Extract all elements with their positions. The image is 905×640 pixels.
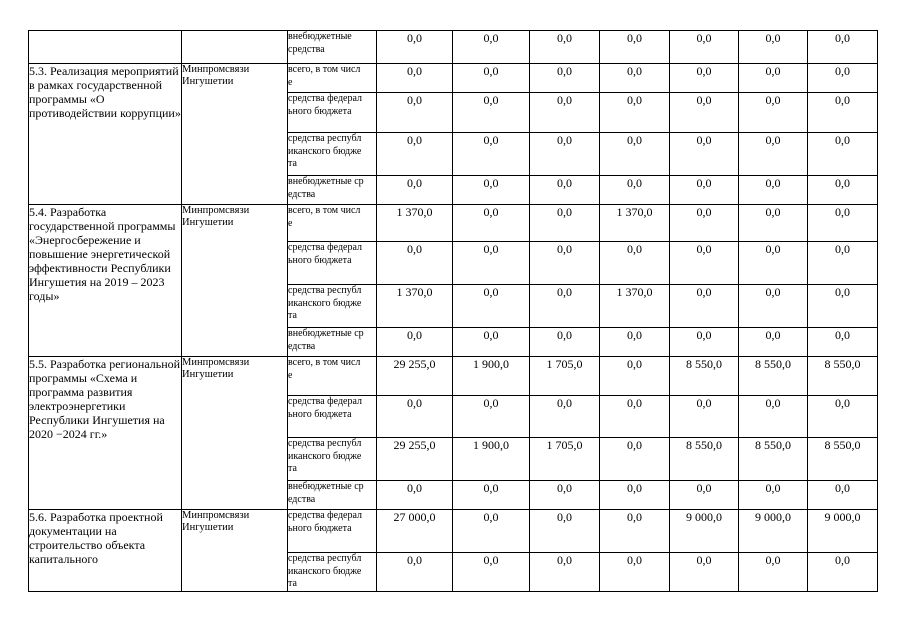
executor-cell: Минпромсвязи Ингушетии [182, 510, 288, 592]
funding-source-cell: всего, в том числе [288, 205, 377, 242]
value-cell: 29 255,0 [377, 357, 453, 396]
value-cell: 0,0 [670, 31, 739, 64]
value-cell: 0,0 [453, 396, 530, 438]
value-cell: 0,0 [453, 510, 530, 553]
value-cell: 0,0 [600, 64, 670, 93]
funding-source-cell: всего, в том числе [288, 64, 377, 93]
value-cell: 0,0 [808, 205, 878, 242]
value-cell: 0,0 [808, 481, 878, 510]
value-cell: 1 370,0 [377, 205, 453, 242]
value-cell: 0,0 [739, 133, 808, 176]
measure-name-cell: 5.4. Разработка государственной программы «Энергосбережение и повышение энергетической эффективности Республики Ингушетия на 2019 – 2023 годы» [29, 205, 182, 357]
value-cell: 0,0 [670, 93, 739, 133]
value-cell: 0,0 [453, 64, 530, 93]
value-cell: 0,0 [670, 396, 739, 438]
value-cell: 0,0 [739, 205, 808, 242]
value-cell: 0,0 [377, 553, 453, 592]
budget-table [28, 30, 878, 592]
value-cell: 8 550,0 [808, 357, 878, 396]
value-cell: 8 550,0 [670, 357, 739, 396]
value-cell: 0,0 [600, 510, 670, 553]
value-cell: 1 370,0 [377, 285, 453, 328]
value-cell: 0,0 [530, 242, 600, 285]
value-cell: 0,0 [739, 176, 808, 205]
executor-cell: Минпромсвязи Ингушетии [182, 357, 288, 510]
value-cell: 0,0 [600, 553, 670, 592]
funding-source-cell: средства республиканского бюджета [288, 438, 377, 481]
value-cell: 0,0 [377, 64, 453, 93]
value-cell: 0,0 [670, 553, 739, 592]
value-cell: 0,0 [600, 438, 670, 481]
value-cell: 0,0 [530, 93, 600, 133]
value-cell: 0,0 [453, 133, 530, 176]
table-row [29, 205, 878, 242]
value-cell: 8 550,0 [670, 438, 739, 481]
funding-source-cell: средства федерального бюджета [288, 510, 377, 553]
value-cell: 0,0 [739, 93, 808, 133]
value-cell: 9 000,0 [670, 510, 739, 553]
value-cell: 1 705,0 [530, 357, 600, 396]
value-cell: 0,0 [377, 242, 453, 285]
funding-source-cell: внебюджетные средства [288, 481, 377, 510]
value-cell: 0,0 [670, 481, 739, 510]
value-cell: 8 550,0 [808, 438, 878, 481]
executor-cell: Минпромсвязи Ингушетии [182, 64, 288, 205]
value-cell: 0,0 [739, 553, 808, 592]
value-cell: 27 000,0 [377, 510, 453, 553]
value-cell: 0,0 [808, 242, 878, 285]
value-cell: 1 900,0 [453, 357, 530, 396]
value-cell: 0,0 [670, 242, 739, 285]
value-cell: 0,0 [453, 205, 530, 242]
value-cell: 0,0 [600, 357, 670, 396]
table-row [29, 357, 878, 396]
funding-source-cell: средства республиканского бюджета [288, 285, 377, 328]
value-cell: 9 000,0 [808, 510, 878, 553]
value-cell: 0,0 [600, 328, 670, 357]
funding-source-cell: внебюджетные средства [288, 328, 377, 357]
value-cell: 8 550,0 [739, 438, 808, 481]
value-cell: 0,0 [808, 176, 878, 205]
value-cell: 0,0 [600, 31, 670, 64]
value-cell: 0,0 [377, 396, 453, 438]
value-cell: 0,0 [739, 64, 808, 93]
value-cell: 0,0 [530, 481, 600, 510]
funding-source-cell: средства федерального бюджета [288, 242, 377, 285]
value-cell: 0,0 [453, 93, 530, 133]
value-cell: 0,0 [739, 31, 808, 64]
value-cell: 0,0 [453, 242, 530, 285]
measures-body [29, 64, 878, 592]
value-cell: 1 900,0 [453, 438, 530, 481]
value-cell: 0,0 [530, 285, 600, 328]
value-cell: 0,0 [530, 176, 600, 205]
value-cell: 0,0 [670, 205, 739, 242]
value-cell: 0,0 [530, 553, 600, 592]
value-cell: 0,0 [808, 285, 878, 328]
funding-source-cell: внебюджетные средства [288, 31, 377, 64]
value-cell: 0,0 [739, 328, 808, 357]
value-cell: 0,0 [808, 396, 878, 438]
table-row [29, 31, 878, 64]
value-cell: 0,0 [739, 481, 808, 510]
value-cell: 0,0 [530, 133, 600, 176]
value-cell: 0,0 [600, 242, 670, 285]
value-cell: 0,0 [600, 396, 670, 438]
value-cell: 0,0 [670, 64, 739, 93]
value-cell: 0,0 [808, 328, 878, 357]
value-cell: 0,0 [530, 328, 600, 357]
measure-name-cell: 5.6. Разработка проектной документации на строительство объекта капитального [29, 510, 182, 592]
value-cell: 0,0 [377, 93, 453, 133]
value-cell: 0,0 [530, 396, 600, 438]
value-cell: 0,0 [600, 133, 670, 176]
value-cell: 0,0 [530, 31, 600, 64]
value-cell: 29 255,0 [377, 438, 453, 481]
value-cell: 0,0 [530, 510, 600, 553]
value-cell: 0,0 [377, 328, 453, 357]
value-cell: 0,0 [670, 285, 739, 328]
value-cell: 9 000,0 [739, 510, 808, 553]
funding-source-cell: средства республиканского бюджета [288, 133, 377, 176]
table-row [29, 510, 878, 553]
value-cell: 0,0 [808, 553, 878, 592]
value-cell: 1 705,0 [530, 438, 600, 481]
value-cell: 0,0 [453, 31, 530, 64]
value-cell: 0,0 [600, 481, 670, 510]
value-cell: 0,0 [453, 553, 530, 592]
value-cell: 0,0 [739, 396, 808, 438]
value-cell: 0,0 [670, 328, 739, 357]
value-cell: 0,0 [530, 64, 600, 93]
value-cell: 0,0 [453, 481, 530, 510]
value-cell: 1 370,0 [600, 285, 670, 328]
empty-cell [29, 31, 182, 64]
value-cell: 0,0 [453, 285, 530, 328]
funding-source-cell: средства федерального бюджета [288, 93, 377, 133]
measure-name-cell: 5.3. Реализация мероприятий в рамках государственной программы «О противодействии коррупции» [29, 64, 182, 205]
funding-source-cell: внебюджетные средства [288, 176, 377, 205]
value-cell: 0,0 [600, 93, 670, 133]
measure-name-cell: 5.5. Разработка региональной программы «Схема и программа развития электроэнергетики Республики Ингушетия на 2020 −2024 гг.» [29, 357, 182, 510]
value-cell: 0,0 [600, 176, 670, 205]
value-cell: 0,0 [670, 133, 739, 176]
value-cell: 0,0 [808, 64, 878, 93]
value-cell: 0,0 [453, 328, 530, 357]
value-cell: 0,0 [377, 176, 453, 205]
funding-source-cell: всего, в том числе [288, 357, 377, 396]
value-cell: 0,0 [377, 481, 453, 510]
value-cell: 0,0 [808, 93, 878, 133]
value-cell: 0,0 [739, 242, 808, 285]
value-cell: 0,0 [453, 176, 530, 205]
value-cell: 0,0 [530, 205, 600, 242]
value-cell: 0,0 [377, 31, 453, 64]
value-cell: 8 550,0 [739, 357, 808, 396]
funding-source-cell: средства федерального бюджета [288, 396, 377, 438]
empty-cell [182, 31, 288, 64]
value-cell: 0,0 [670, 176, 739, 205]
value-cell: 1 370,0 [600, 205, 670, 242]
value-cell: 0,0 [739, 285, 808, 328]
value-cell: 0,0 [808, 31, 878, 64]
value-cell: 0,0 [377, 133, 453, 176]
funding-source-cell: средства республиканского бюджета [288, 553, 377, 592]
executor-cell: Минпромсвязи Ингушетии [182, 205, 288, 357]
table-row [29, 64, 878, 93]
value-cell: 0,0 [808, 133, 878, 176]
